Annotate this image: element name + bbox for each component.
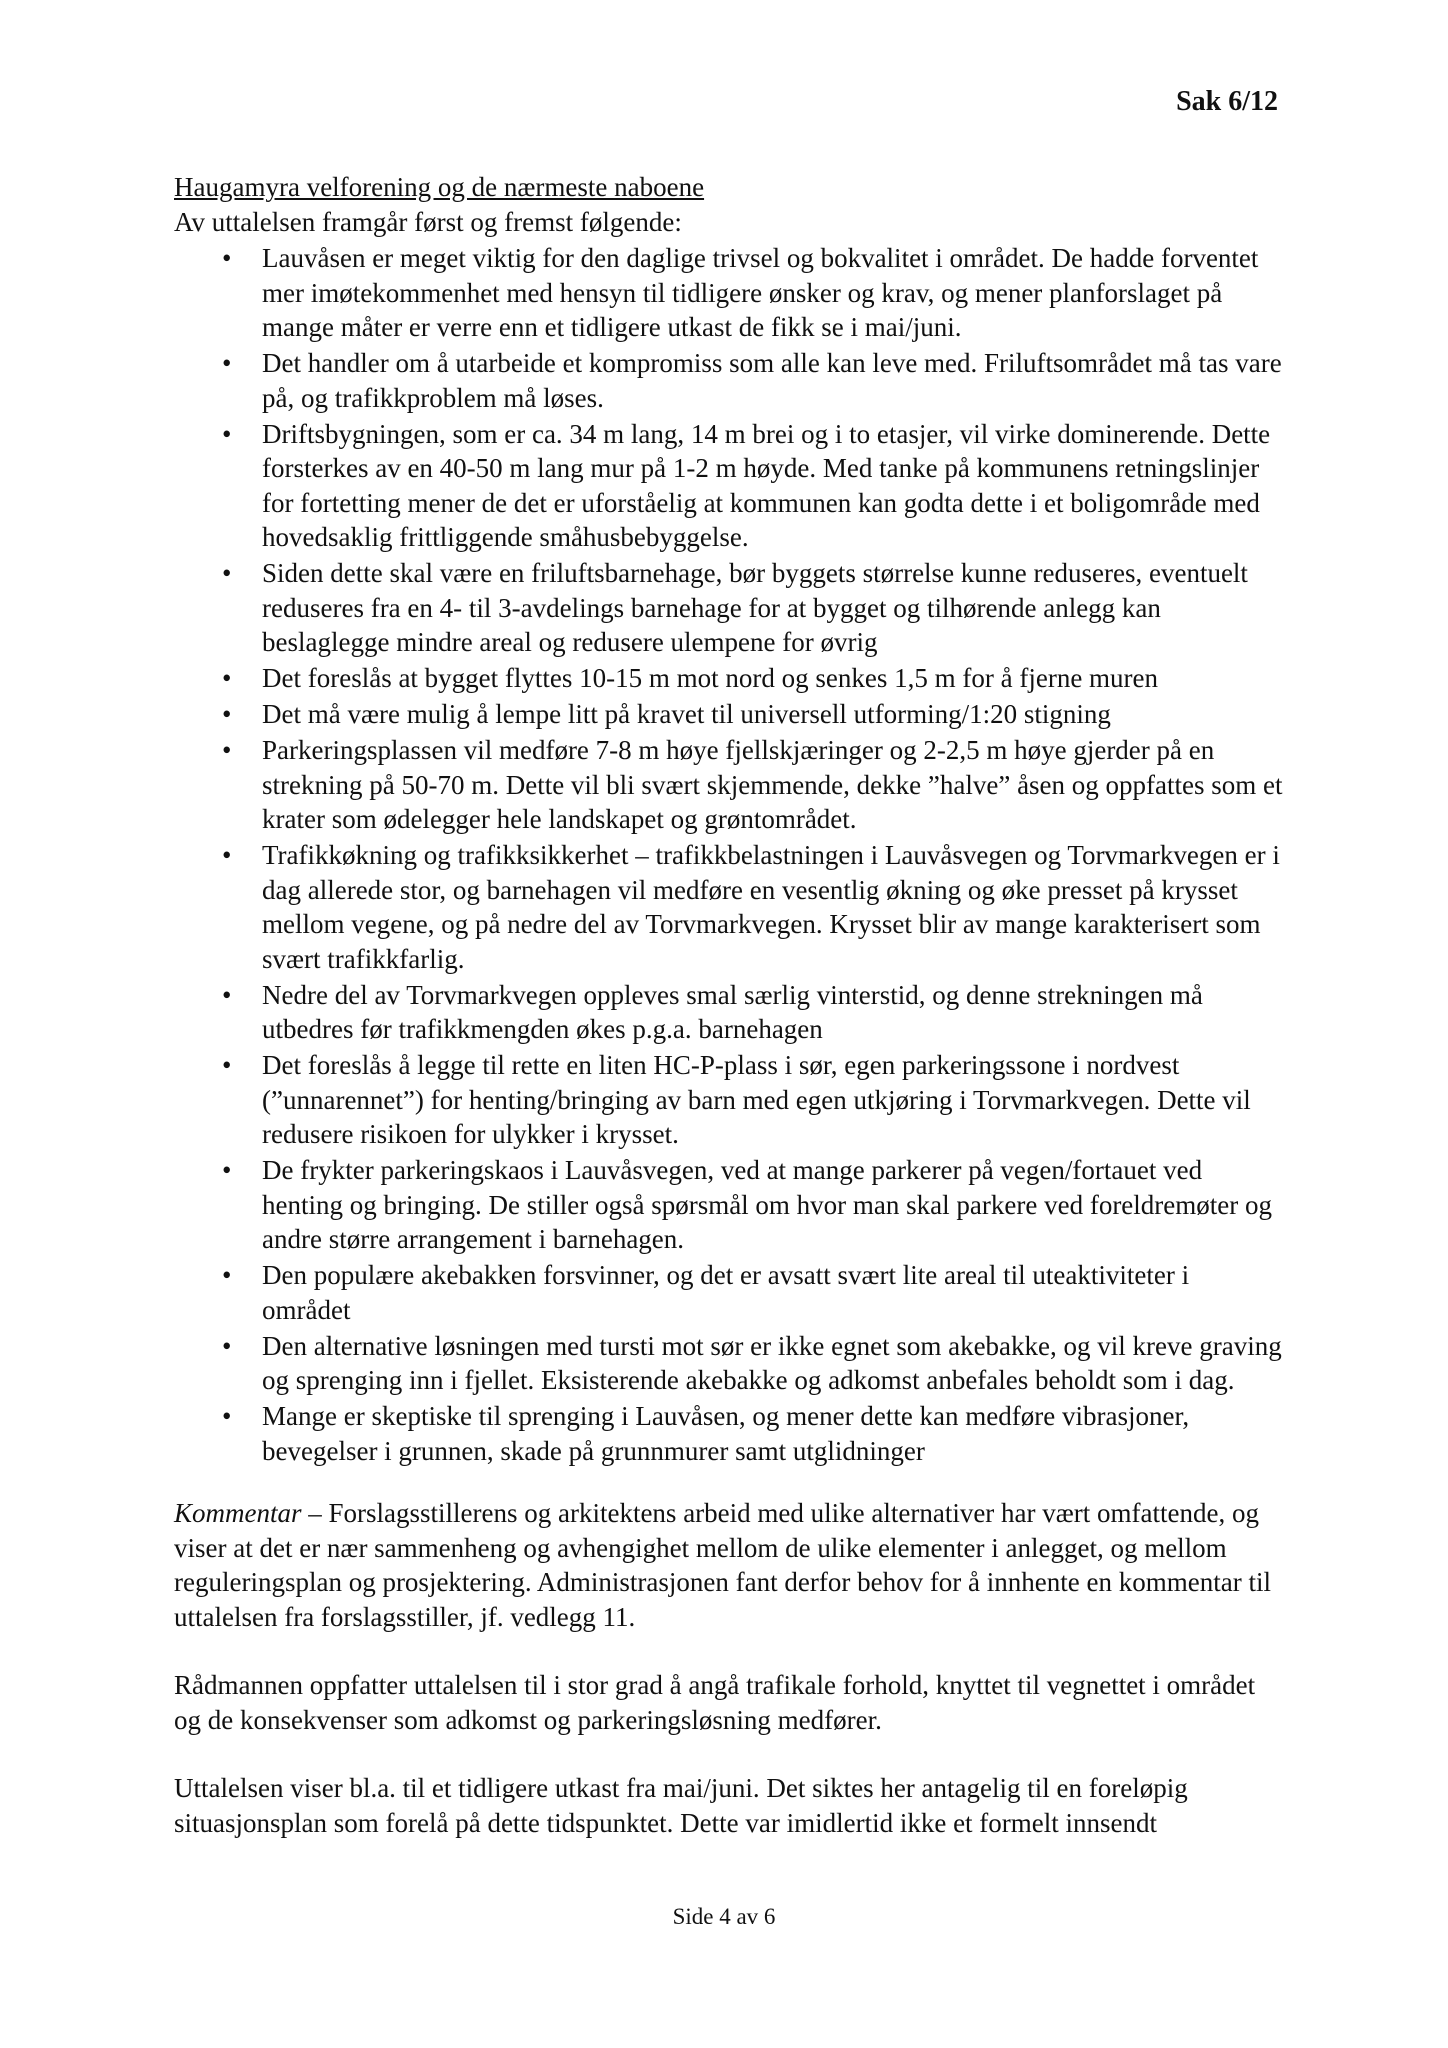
list-item	[174, 733, 1284, 837]
bullet-icon: •	[222, 1260, 232, 1290]
list-item-text: Det må være mulig å lempe litt på kravet til universell utforming/1:20 stigning	[262, 699, 1111, 729]
bullet-icon: •	[222, 243, 232, 273]
list-item	[174, 417, 1284, 555]
list-item-text: Den alternative løsningen med tursti mot sør er ikke egnet som akebakke, og vil kreve graving og sprenging inn i fjellet. Eksisterende akebakke og adkomst anbefales beholdt som i dag.	[262, 1330, 1282, 1395]
case-number: Sak 6/12	[1176, 86, 1278, 117]
bullet-icon: •	[222, 558, 232, 588]
section-heading: Haugamyra velforening og de nærmeste naboene	[174, 172, 705, 202]
list-item	[174, 697, 1284, 732]
bullet-icon: •	[222, 840, 232, 870]
bullet-icon: •	[222, 348, 232, 378]
list-item	[174, 346, 1284, 415]
list-item-text: Det foreslås å legge til rette en liten HC-P-plass i sør, egen parkeringssone i nordvest (”unnarennet”) for henting/bringing av barn med egen utkjøring i Torvmarkvegen. Dette vil redusere risikoen for ulykker i krysset.	[262, 1050, 1251, 1149]
list-item	[174, 241, 1284, 345]
list-item-text: Siden dette skal være en friluftsbarnehage, bør byggets størrelse kunne reduseres, eventuelt reduseres fra en 4- til 3-avdelings barnehage for at bygget og tilhørende anlegg kan beslaglegge mindre areal og redusere ulempene for øvrig	[262, 558, 1248, 657]
comment-label: Kommentar	[174, 1498, 302, 1528]
list-item-text: Lauvåsen er meget viktig for den daglige trivsel og bokvalitet i området. De hadde forventet mer imøtekommenhet med hensyn til tidligere ønsker og krav, og mener planforslaget på mange måter er verre enn et tidligere utkast de fikk se i mai/juni.	[262, 243, 1259, 342]
list-item-text: Parkeringsplassen vil medføre 7-8 m høye fjellskjæringer og 2-2,5 m høye gjerder på en strekning på 50-70 m. Dette vil bli svært skjemmende, dekke ”halve” åsen og oppfattes som et krater som ødelegger hele landskapet og grøntområdet.	[262, 735, 1283, 834]
comment-text: – Forslagsstillerens og arkitektens arbeid med ulike alternativer har vært omfattende, og viser at det er nær sammenheng og avhengighet mellom de ulike elementer i anlegget, og mellom reguleringsplan og prosjektering. Administrasjonen fant derfor behov for å innhente en kommentar til uttalelsen fra forslagsstiller, jf. vedlegg 11.	[174, 1498, 1271, 1632]
bullet-icon: •	[222, 1050, 232, 1080]
page-footer: Side 4 av 6	[672, 1904, 776, 1929]
body-paragraph: Rådmannen oppfatter uttalelsen til i stor grad å angå trafikale forhold, knyttet til vegnettet i området og de konsekvenser som adkomst og parkeringsløsning medfører.	[174, 1670, 1256, 1735]
list-item	[174, 1258, 1284, 1327]
list-item	[174, 838, 1284, 976]
list-item-text: Nedre del av Torvmarkvegen oppleves smal særlig vinterstid, og denne strekningen må utbedres før trafikkmengden økes p.g.a. barnehagen	[262, 979, 1203, 1044]
list-item-text: Trafikkøkning og trafikksikkerhet – trafikkbelastningen i Lauvåsvegen og Torvmarkvegen er i dag allerede stor, og barnehagen vil medføre en vesentlig økning og øke presset på krysset mellom vegene, og på nedre del av Torvmarkvegen. Krysset blir av mange karakterisert som svært trafikkfarlig.	[262, 840, 1280, 974]
list-item	[174, 1153, 1284, 1257]
list-item	[174, 1329, 1284, 1398]
bullet-icon: •	[222, 699, 232, 729]
bullet-list	[174, 241, 1284, 1468]
list-item	[174, 661, 1284, 696]
list-item	[174, 556, 1284, 660]
bullet-icon: •	[222, 735, 232, 765]
list-item	[174, 978, 1284, 1047]
list-item-text: Det foreslås at bygget flyttes 10-15 m mot nord og senkes 1,5 m for å fjerne muren	[262, 663, 1159, 693]
list-item-text: Driftsbygningen, som er ca. 34 m lang, 14 m brei og i to etasjer, vil virke dominerende. Dette forsterkes av en 40-50 m lang mur på 1-2 m høyde. Med tanke på kommunens retningslinjer for fortetting mener de det er uforståelig at kommunen kan godta dette i et boligområde med hovedsaklig frittliggende småhusbebyggelse.	[262, 418, 1271, 552]
bullet-icon: •	[222, 418, 232, 449]
list-item-text: Det handler om å utarbeide et kompromiss som alle kan leve med. Friluftsområdet må tas vare på, og trafikkproblem må løses.	[262, 348, 1282, 413]
section-intro: Av uttalelsen framgår først og fremst følgende:	[174, 206, 682, 237]
list-item-text: De frykter parkeringskaos i Lauvåsvegen, ved at mange parkerer på vegen/fortauet ved henting og bringing. De stiller også spørsmål om hvor man skal parkere ved foreldremøter og andre større arrangement i barnehagen.	[262, 1155, 1272, 1254]
list-item-text: Mange er skeptiske til sprenging i Lauvåsen, og mener dette kan medføre vibrasjoner, bevegelser i grunnen, skade på grunnmurer samt utglidninger	[262, 1401, 1190, 1466]
list-item	[174, 1048, 1284, 1152]
list-item-text: Den populære akebakken forsvinner, og det er avsatt svært lite areal til uteaktiviteter i området	[262, 1260, 1190, 1325]
document-body	[174, 170, 1284, 1840]
list-item	[174, 1399, 1284, 1468]
bullet-icon: •	[222, 1330, 232, 1361]
body-paragraph: Uttalelsen viser bl.a. til et tidligere utkast fra mai/juni. Det siktes her antagelig til en foreløpig situasjonsplan som forelå på dette tidspunktet. Dette var imidlertid ikke et formelt innsendt	[174, 1773, 1188, 1838]
bullet-icon: •	[222, 979, 232, 1010]
comment-paragraph	[174, 1496, 1284, 1634]
bullet-icon: •	[222, 1401, 232, 1431]
bullet-icon: •	[222, 1155, 232, 1185]
bullet-icon: •	[222, 663, 232, 693]
